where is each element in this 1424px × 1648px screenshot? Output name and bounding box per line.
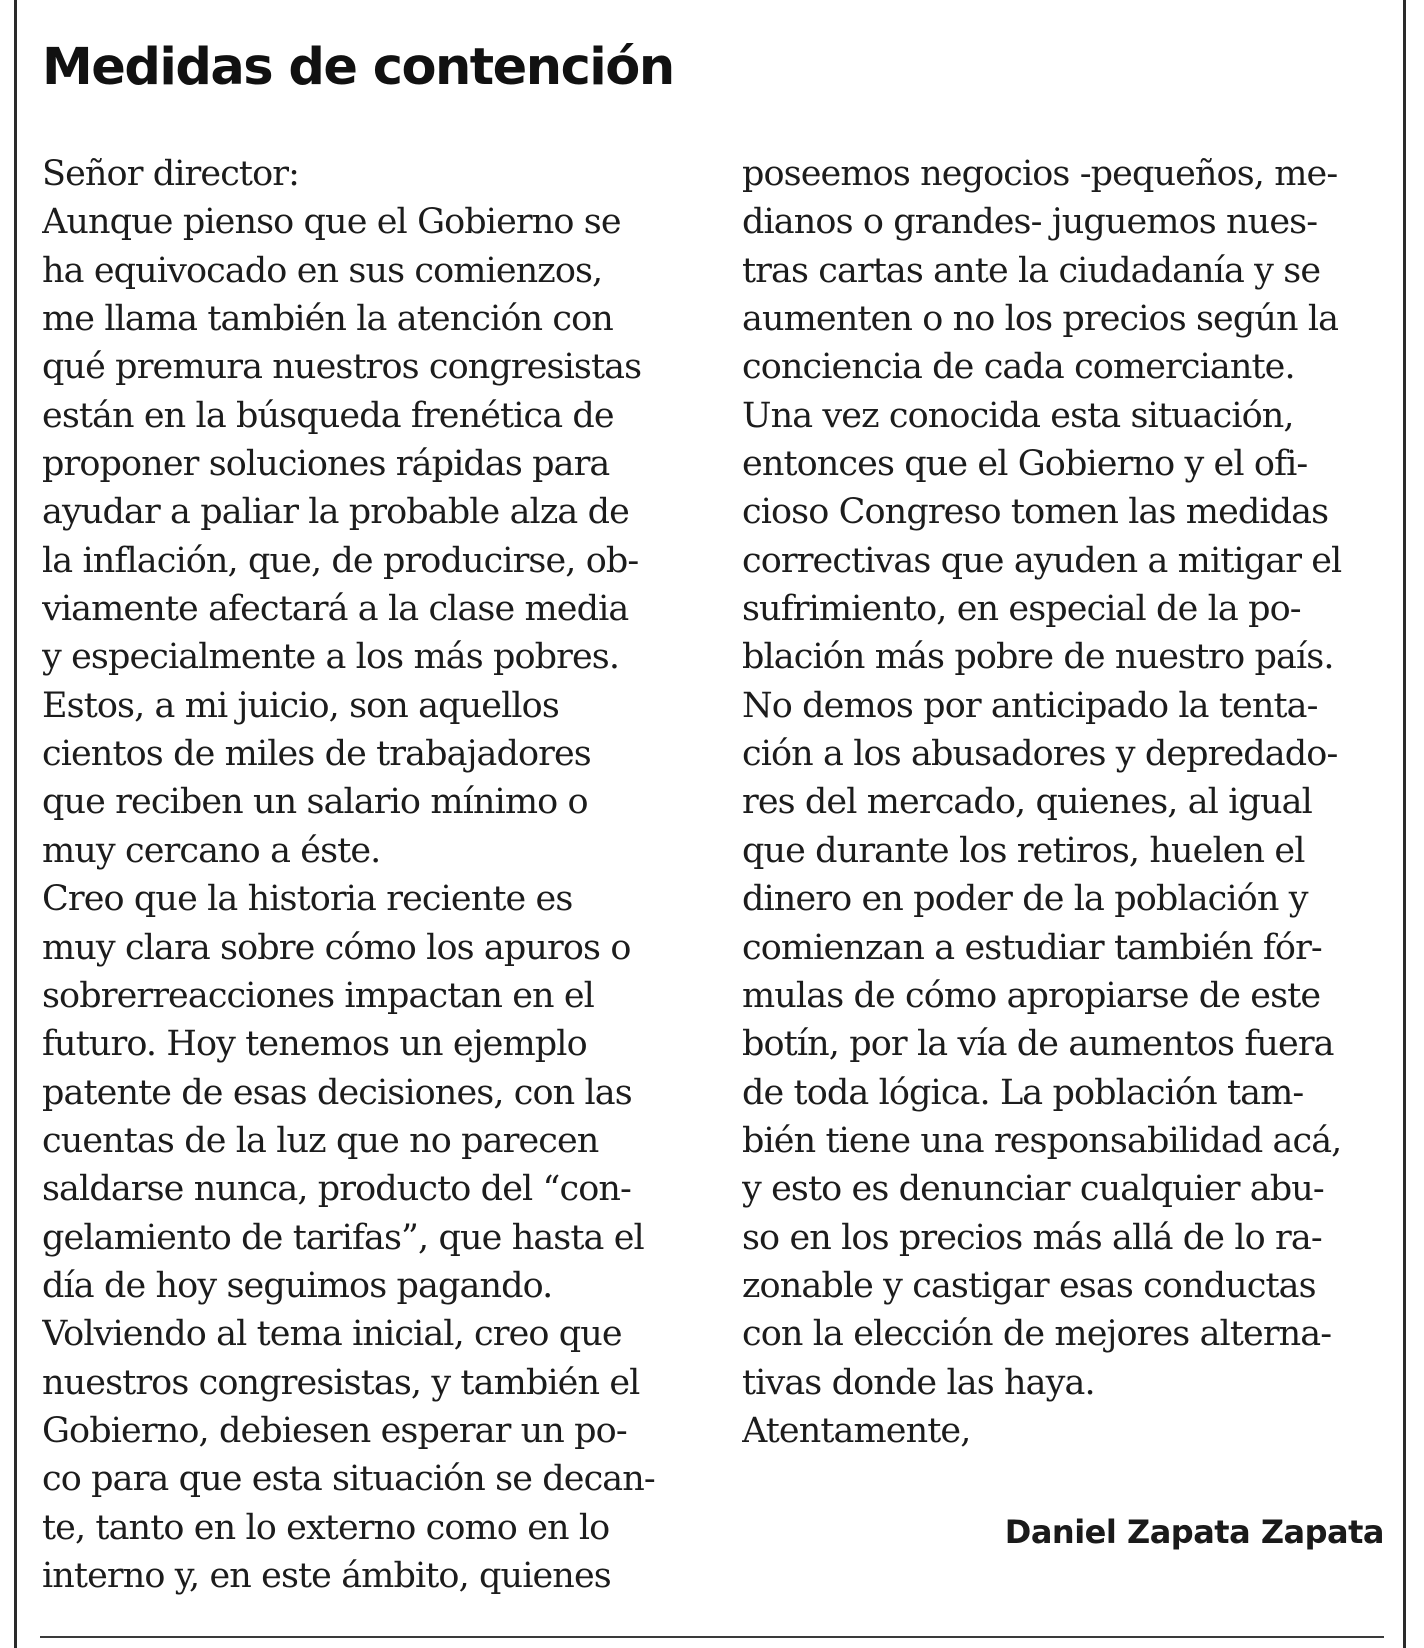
text-line: Volviendo al tema inicial, creo que bbox=[42, 1314, 622, 1355]
text-line: patente de esas decisiones, con las bbox=[42, 1072, 632, 1113]
text-line: tivas donde las haya. bbox=[742, 1362, 1095, 1403]
text-line: futuro. Hoy tenemos un ejemplo bbox=[42, 1024, 587, 1065]
text-line: cioso Congreso tomen las medidas bbox=[742, 492, 1329, 533]
text-line: Aunque pienso que el Gobierno se bbox=[42, 202, 621, 243]
text-line: tras cartas ante la ciudadanía y se bbox=[742, 250, 1321, 291]
text-line: correctivas que ayuden a mitigar el bbox=[742, 540, 1342, 581]
text-line: gelamiento de tarifas”, que hasta el bbox=[42, 1217, 644, 1258]
text-line: día de hoy seguimos pagando. bbox=[42, 1265, 553, 1306]
text-line: muy clara sobre cómo los apuros o bbox=[42, 927, 631, 968]
text-line: Estos, a mi juicio, son aquellos bbox=[42, 685, 559, 726]
text-line: con la elección de mejores alterna- bbox=[742, 1314, 1332, 1355]
text-line: cientos de miles de trabajadores bbox=[42, 734, 591, 775]
text-line: Creo que la historia reciente es bbox=[42, 879, 573, 920]
text-line: te, tanto en lo externo como en lo bbox=[42, 1507, 610, 1548]
text-line: comienzan a estudiar también fór- bbox=[742, 927, 1322, 968]
text-line: interno y, en este ámbito, quienes bbox=[42, 1555, 611, 1596]
text-line: ayudar a paliar la probable alza de bbox=[42, 492, 629, 533]
text-line: blación más pobre de nuestro país. bbox=[742, 637, 1334, 678]
text-line: mulas de cómo apropiarse de este bbox=[742, 975, 1321, 1016]
bottom-divider bbox=[40, 1636, 1384, 1638]
text-line: saldarse nunca, producto del “con- bbox=[42, 1169, 631, 1210]
text-line: co para que esta situación se decan- bbox=[42, 1459, 655, 1500]
text-line: Gobierno, debiesen esperar un po- bbox=[42, 1410, 627, 1451]
text-line: sufrimiento, en especial de la po- bbox=[742, 589, 1301, 630]
text-line: ción a los abusadores y depredado- bbox=[742, 734, 1338, 775]
text-line: y esto es denunciar cualquier abu- bbox=[742, 1169, 1324, 1210]
text-line: dinero en poder de la población y bbox=[742, 879, 1308, 920]
text-line: que reciben un salario mínimo o bbox=[42, 782, 588, 823]
text-line: conciencia de cada comerciante. bbox=[742, 347, 1295, 388]
text-line: zonable y castigar esas conductas bbox=[742, 1265, 1316, 1306]
text-line: entonces que el Gobierno y el ofi- bbox=[742, 444, 1308, 485]
text-line: sobrerreacciones impactan en el bbox=[42, 975, 594, 1016]
text-line: proponer soluciones rápidas para bbox=[42, 444, 610, 485]
text-line: so en los precios más allá de lo ra- bbox=[742, 1217, 1322, 1258]
text-line: cuentas de la luz que no parecen bbox=[42, 1120, 599, 1161]
text-line: de toda lógica. La población tam- bbox=[742, 1072, 1304, 1113]
text-line: y especialmente a los más pobres. bbox=[42, 637, 620, 678]
text-line: que durante los retiros, huelen el bbox=[742, 830, 1305, 871]
text-line: botín, por la vía de aumentos fuera bbox=[742, 1024, 1334, 1065]
text-line: la inflación, que, de producirse, ob- bbox=[42, 540, 639, 581]
column-left bbox=[42, 150, 682, 1600]
text-line: Una vez conocida esta situación, bbox=[742, 395, 1294, 436]
text-line: Señor director: bbox=[42, 154, 299, 194]
column-right bbox=[742, 150, 1382, 1455]
text-line: están en la búsqueda frenética de bbox=[42, 395, 614, 436]
text-line: bién tiene una responsabilidad acá, bbox=[742, 1120, 1342, 1161]
text-line: ha equivocado en sus comienzos, bbox=[42, 250, 603, 291]
text-line: muy cercano a éste. bbox=[42, 830, 381, 871]
text-line: nuestros congresistas, y también el bbox=[42, 1362, 640, 1403]
article-headline: Medidas de contención bbox=[42, 38, 674, 97]
text-line: Atentamente, bbox=[742, 1410, 971, 1451]
text-line: No demos por anticipado la tenta- bbox=[742, 685, 1318, 726]
text-line: poseemos negocios -pequeños, me- bbox=[742, 154, 1338, 194]
text-line: qué premura nuestros congresistas bbox=[42, 347, 642, 388]
text-line: aumenten o no los precios según la bbox=[742, 299, 1339, 340]
text-line: viamente afectará a la clase media bbox=[42, 589, 629, 630]
text-line: me llama también la atención con bbox=[42, 299, 613, 340]
author-signature: Daniel Zapata Zapata bbox=[1004, 1513, 1384, 1551]
text-line: dianos o grandes- juguemos nues- bbox=[742, 202, 1318, 243]
text-line: res del mercado, quienes, al igual bbox=[742, 782, 1312, 823]
